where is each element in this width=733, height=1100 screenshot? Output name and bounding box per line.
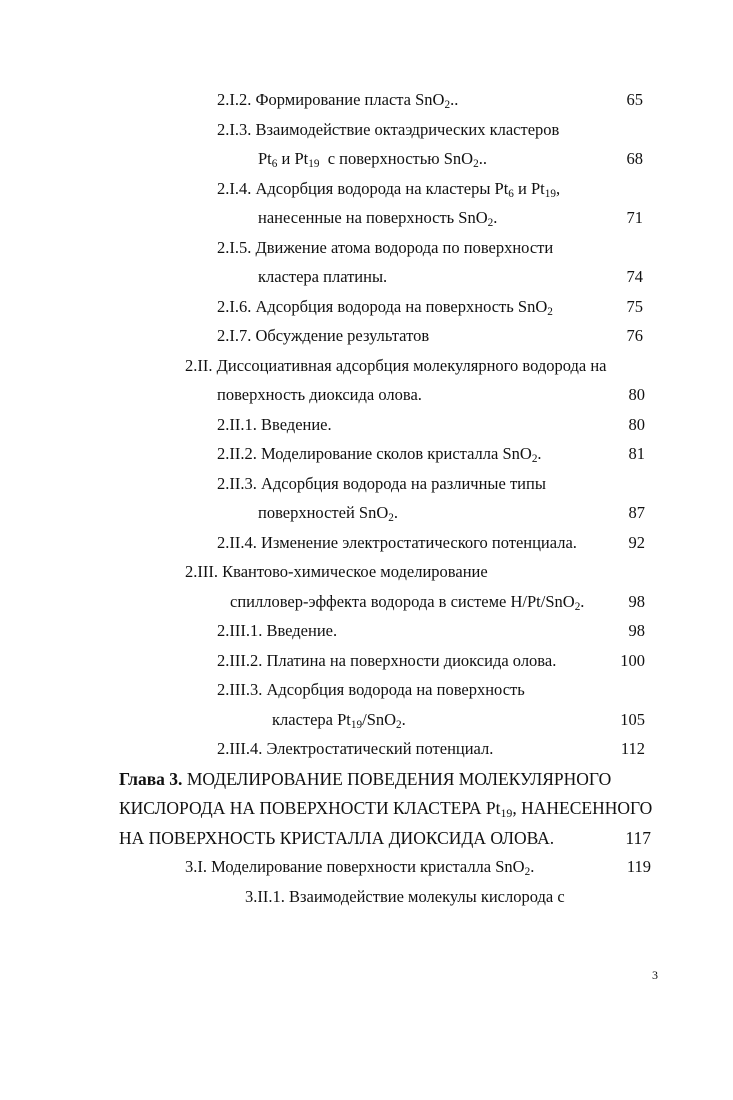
toc-entry-2-2-3: 2.II.3. Адсорбция водорода на различные типы: [217, 474, 546, 493]
toc-entry-2-2-1: 2.II.1. Введение.: [217, 415, 332, 434]
toc-entry-2-1-3-cont: $Pt_6$ и $Pt_{19}$ с поверхностью SnO$_2$..: [258, 149, 487, 170]
toc-page-2-2-3: 87: [628, 503, 645, 522]
toc-page-2-1-7: 76: [626, 326, 643, 345]
toc-entry-2-2-2: 2.II.2. Моделирование сколов кристалла SnO$_2$.: [217, 444, 542, 465]
toc-page-2-2-1: 80: [628, 415, 645, 434]
toc-chapter-3: Глава 3. МОДЕЛИРОВАНИЕ ПОВЕДЕНИЯ МОЛЕКУЛЯРНОГО: [119, 769, 612, 789]
toc-entry-2-3-cont: спилловер-эффекта водорода в системе H/Pt/SnO$_2$.: [230, 592, 585, 613]
toc-entry-2-2-3-cont: поверхностей SnO$_2$.: [258, 503, 398, 524]
toc-page-2-3-1: 98: [628, 621, 645, 640]
toc-page-2-2: 80: [628, 385, 645, 404]
page-number: 3: [652, 968, 658, 982]
toc-entry-2-2-4: 2.II.4. Изменение электростатического потенциала.: [217, 533, 577, 552]
toc-entry-2-1-6: 2.I.6. Адсорбция водорода на поверхность SnO$_2$: [217, 297, 553, 318]
toc-entry-2-3-1: 2.III.1. Введение.: [217, 621, 338, 640]
toc-page-2-2-2: 81: [628, 444, 645, 463]
toc-entry-3-1: 3.I. Моделирование поверхности кристалла SnO$_2$.: [185, 857, 535, 878]
toc-page-2-3-4: 112: [620, 739, 645, 758]
toc-page-chapter-3: 117: [625, 828, 651, 848]
toc-entry-2-3-3-cont: кластера $Pt_{19}/SnO_2$.: [272, 710, 406, 731]
toc-entry-2-1-4-cont: нанесенные на поверхность SnO$_2$.: [258, 208, 498, 229]
toc-entry-2-1-4: 2.I.4. Адсорбция водорода на кластеры $Pt_6$ и $Pt_{19}$,: [217, 179, 561, 200]
toc-page-2-2-4: 92: [628, 533, 645, 552]
toc-entry-2-1-5: 2.I.5. Движение атома водорода по поверхности: [217, 238, 554, 257]
toc-page-2-1-5: 74: [626, 267, 643, 286]
toc-page-2-1-2: 65: [626, 90, 643, 109]
toc-entry-2-1-3: 2.I.3. Взаимодействие октаэдрических кластеров: [217, 120, 560, 139]
toc-page-2-3-2: 100: [620, 651, 645, 670]
toc-entry-3-2-1: 3.II.1. Взаимодействие молекулы кислорода с: [245, 887, 565, 906]
toc-chapter-3-cont: КИСЛОРОДА НА ПОВЕРХНОСТИ КЛАСТЕРА $Pt_{19}$, НАНЕСЕННОГО: [119, 798, 653, 820]
toc-entry-2-3: 2.III. Квантово-химическое моделирование: [185, 562, 488, 581]
toc-entry-2-3-3: 2.III.3. Адсорбция водорода на поверхность: [217, 680, 525, 699]
toc-entry-2-2: 2.II. Диссоциативная адсорбция молекулярного водорода на: [185, 356, 607, 375]
toc-chapter-3-cont2: НА ПОВЕРХНОСТЬ КРИСТАЛЛА ДИОКСИДА ОЛОВА.: [119, 828, 555, 848]
toc-page-2-1-6: 75: [626, 297, 643, 316]
toc-entry-2-1-7: 2.I.7. Обсуждение результатов: [217, 326, 430, 345]
toc-entry-2-3-2: 2.III.2. Платина на поверхности диоксида олова.: [217, 651, 557, 670]
toc-entry-2-1-5-cont: кластера платины.: [258, 267, 388, 286]
toc-page-2-1-4: 71: [626, 208, 643, 227]
toc-page-2-3: 98: [628, 592, 645, 611]
toc-entry-2-3-4: 2.III.4. Электростатический потенциал.: [217, 739, 494, 758]
toc-page-3-1: 119: [626, 857, 651, 876]
toc-entry-2-1-2: 2.I.2. Формирование пласта SnO$_2$..: [217, 90, 459, 111]
toc-page-2-1-3: 68: [626, 149, 643, 168]
toc-page-2-3-3: 105: [620, 710, 645, 729]
toc-entry-2-2-cont: поверхность диоксида олова.: [217, 385, 422, 404]
chapter-label: Глава 3.: [119, 769, 183, 789]
